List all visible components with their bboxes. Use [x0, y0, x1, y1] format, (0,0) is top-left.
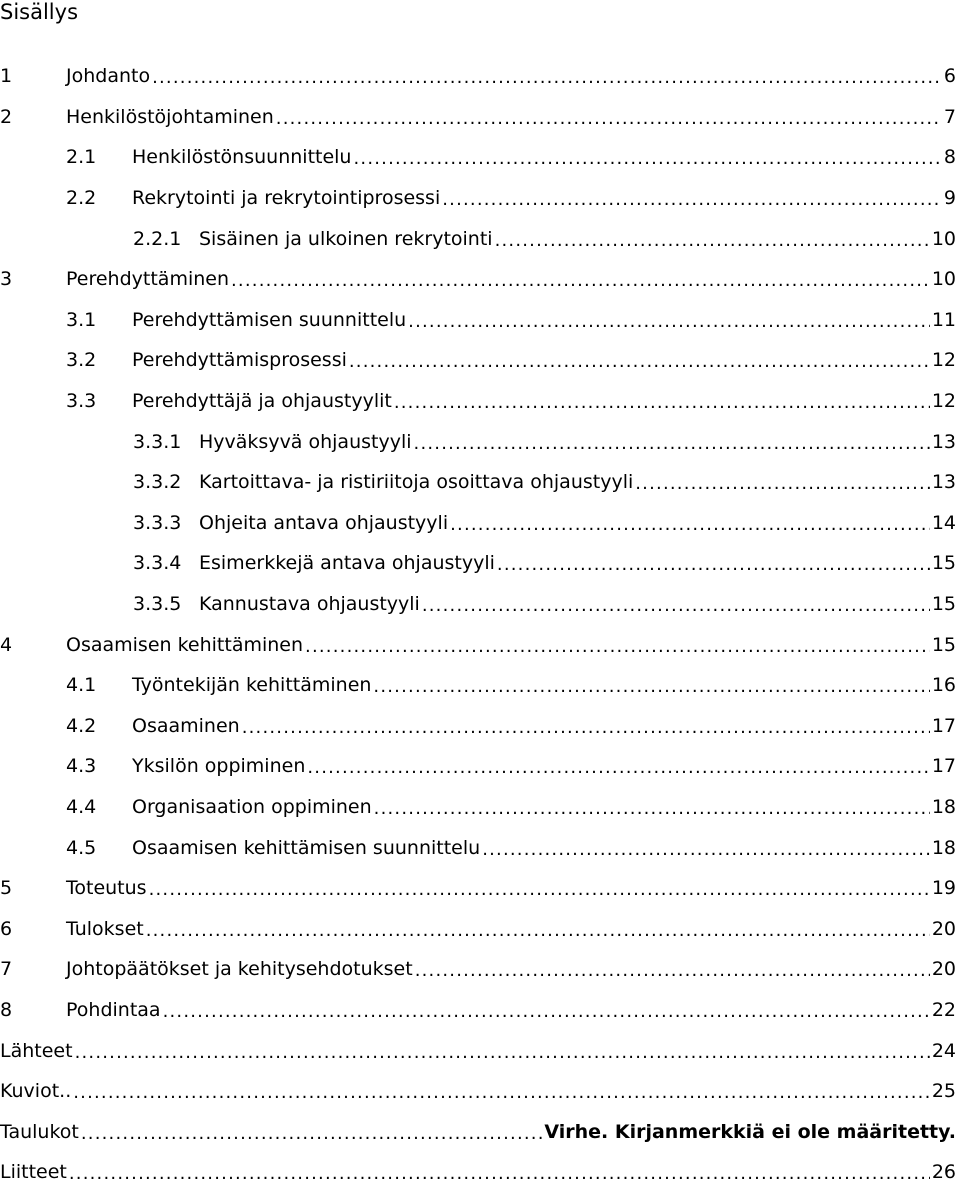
toc-entry-title: Perehdyttämisprosessi: [132, 349, 347, 372]
toc-entry-page: 18: [931, 795, 956, 818]
toc-entry-title: Osaaminen: [132, 714, 240, 737]
toc-entry-title: Hyväksyvä ohjaustyyli: [199, 430, 412, 453]
toc-entry-number: 3.3.3: [133, 511, 182, 534]
toc-entry-page: 19: [931, 877, 956, 900]
toc-entry[interactable]: [0, 259, 956, 300]
toc-entry[interactable]: [0, 665, 956, 706]
toc-entry-number: 3.3.2: [133, 471, 182, 494]
toc-heading: Sisällys: [0, 0, 79, 24]
toc-dot-leader: [305, 634, 930, 656]
toc-entry-page: 7: [943, 105, 956, 128]
toc-dot-leader: [450, 512, 930, 534]
toc-entry-page: 10: [931, 268, 956, 291]
toc-entry-page: 20: [931, 958, 956, 981]
toc-dot-leader: [497, 552, 930, 574]
toc-entry-number: 2.1: [66, 146, 97, 169]
toc-dot-leader: [69, 1161, 930, 1183]
toc-entry-page: 20: [931, 917, 956, 940]
toc-entry-title: Taulukot: [0, 1120, 79, 1143]
toc-entry-title: Toteutus: [66, 877, 147, 900]
toc-entry[interactable]: [0, 137, 956, 178]
toc-entry-page: 10: [931, 227, 956, 250]
toc-entry-number: 5: [0, 877, 13, 900]
toc-entry-number: 3: [0, 268, 13, 291]
toc-entry-title: Esimerkkejä antava ohjaustyyli: [199, 552, 495, 575]
toc-entry-title: Organisaation oppiminen: [132, 795, 372, 818]
toc-dot-leader: [73, 1080, 930, 1102]
toc-entry-number: 4.4: [66, 795, 97, 818]
toc-entry-page: 17: [931, 755, 956, 778]
toc-entry-title: Sisäinen ja ulkoinen rekrytointi: [199, 227, 493, 250]
toc-entry[interactable]: [0, 827, 956, 868]
toc-entry-title: Rekrytointi ja rekrytointiprosessi: [132, 187, 441, 210]
toc-dot-leader: [482, 837, 930, 859]
toc-entry-title: Johdanto: [66, 65, 151, 88]
toc-entry-number: 7: [0, 958, 13, 981]
toc-entry-number: 8: [0, 998, 13, 1021]
toc-dot-leader: [276, 106, 942, 128]
toc-entry-page: 18: [931, 836, 956, 859]
toc-entry-page: 14: [931, 511, 956, 534]
toc-dot-leader: [408, 309, 930, 331]
toc-entry-number: 3.3: [66, 390, 97, 413]
toc-dot-leader: [307, 755, 929, 777]
toc-entry-number: 2.2: [66, 187, 97, 210]
toc-entry-page: 22: [931, 998, 956, 1021]
toc-entry[interactable]: [0, 340, 956, 381]
toc-entry-number: 6: [0, 917, 13, 940]
toc-dot-leader: [394, 390, 930, 412]
toc-entry-number: 3.2: [66, 349, 97, 372]
toc-entry[interactable]: [0, 706, 956, 747]
toc-entry[interactable]: [0, 624, 956, 665]
toc-entry-title: Osaamisen kehittämisen suunnittelu: [132, 836, 481, 859]
toc-entry-title: Perehdyttäjä ja ohjaustyylit: [132, 390, 392, 413]
toc-entry-page: 16: [931, 674, 956, 697]
toc-entry-page: 11: [931, 308, 956, 331]
toc-entry-title: Perehdyttäminen: [66, 268, 230, 291]
toc-dot-leader: [422, 593, 930, 615]
toc-entry-page: Virhe. Kirjanmerkkiä ei ole määritetty.: [544, 1120, 956, 1143]
toc-entry[interactable]: [0, 787, 956, 828]
toc-dot-leader: [495, 228, 930, 250]
toc-entry-title: Kuviot..: [0, 1080, 72, 1103]
toc-entry-title: Yksilön oppiminen: [132, 755, 306, 778]
toc-entry-page: 13: [931, 430, 956, 453]
toc-entry-page: 15: [931, 593, 956, 616]
toc-entry-page: 15: [931, 633, 956, 656]
toc-entry[interactable]: [0, 300, 956, 341]
toc-entry-title: Henkilöstöjohtaminen: [66, 105, 274, 128]
toc-entry-title: Osaamisen kehittäminen: [66, 633, 304, 656]
toc-entry[interactable]: [0, 1071, 956, 1112]
toc-entry-number: 4.3: [66, 755, 97, 778]
toc-entry-title: Tulokset: [66, 917, 144, 940]
toc-dot-leader: [81, 1121, 542, 1143]
toc-entry-number: 4: [0, 633, 13, 656]
toc-entry[interactable]: [0, 584, 956, 625]
toc-entry-title: Ohjeita antava ohjaustyyli: [199, 511, 449, 534]
toc-entry[interactable]: [0, 1030, 956, 1071]
toc-dot-leader: [231, 268, 930, 290]
toc-entry-page: 26: [931, 1161, 956, 1184]
toc-entry-title: Kannustava ohjaustyyli: [199, 593, 420, 616]
toc-entry-page: 12: [931, 349, 956, 372]
toc-entry-number: 3.1: [66, 308, 97, 331]
toc-dot-leader: [152, 65, 942, 87]
toc-dot-leader: [75, 1040, 930, 1062]
toc-entry-number: 4.1: [66, 674, 97, 697]
toc-dot-leader: [414, 431, 930, 453]
toc-entry-title: Lähteet: [0, 1039, 73, 1062]
toc-entry-page: 12: [931, 390, 956, 413]
toc-dot-leader: [146, 918, 930, 940]
toc-entry-page: 17: [931, 714, 956, 737]
toc-entry-page: 9: [943, 187, 956, 210]
toc-dot-leader: [442, 187, 942, 209]
toc-entry[interactable]: [0, 990, 956, 1031]
toc-entry[interactable]: [0, 462, 956, 503]
toc-entry-title: Pohdintaa: [66, 998, 161, 1021]
toc-entry-number: 3.3.4: [133, 552, 182, 575]
toc-entry[interactable]: [0, 97, 956, 138]
toc-dot-leader: [163, 999, 930, 1021]
toc-entry[interactable]: [0, 1111, 956, 1152]
toc-entry-title: Liitteet: [0, 1161, 67, 1184]
toc-entry-title: Työntekijän kehittäminen: [132, 674, 372, 697]
toc-entry[interactable]: [0, 746, 956, 787]
toc-dot-leader: [374, 796, 930, 818]
toc-entry-number: 2.2.1: [133, 227, 182, 250]
toc-entry[interactable]: [0, 421, 956, 462]
toc-entry-page: 24: [931, 1039, 956, 1062]
toc-dot-leader: [415, 958, 930, 980]
toc-entry[interactable]: [0, 381, 956, 422]
toc-entry-number: 3.3.1: [133, 430, 182, 453]
toc-list: [0, 56, 956, 1193]
toc-entry-page: 13: [931, 471, 956, 494]
toc-dot-leader: [242, 715, 930, 737]
toc-entry-page: 8: [943, 146, 956, 169]
toc-dot-leader: [149, 877, 930, 899]
toc-entry-number: 4.2: [66, 714, 97, 737]
toc-entry-title: Henkilöstönsuunnittelu: [132, 146, 352, 169]
toc-entry[interactable]: [0, 949, 956, 990]
toc-entry[interactable]: [0, 543, 956, 584]
toc-entry[interactable]: [0, 1152, 956, 1193]
toc-dot-leader: [635, 471, 930, 493]
toc-entry[interactable]: [0, 218, 956, 259]
toc-entry-number: 2: [0, 105, 13, 128]
toc-entry[interactable]: [0, 908, 956, 949]
toc-entry-title: Kartoittava- ja ristiriitoja osoittava ohjaustyyli: [199, 471, 634, 494]
toc-entry-number: 3.3.5: [133, 593, 182, 616]
toc-entry[interactable]: [0, 178, 956, 219]
toc-entry-page: 6: [943, 65, 956, 88]
toc-entry-title: Perehdyttämisen suunnittelu: [132, 308, 407, 331]
toc-entry-title: Johtopäätökset ja kehitysehdotukset: [66, 958, 413, 981]
toc-dot-leader: [349, 349, 930, 371]
toc-entry-number: 4.5: [66, 836, 97, 859]
toc-entry[interactable]: [0, 868, 956, 909]
toc-dot-leader: [373, 674, 929, 696]
toc-entry[interactable]: [0, 56, 956, 97]
toc-entry-page: 15: [931, 552, 956, 575]
toc-entry-number: 1: [0, 65, 13, 88]
toc-entry-page: 25: [931, 1080, 956, 1103]
toc-dot-leader: [353, 146, 941, 168]
toc-entry[interactable]: [0, 503, 956, 544]
